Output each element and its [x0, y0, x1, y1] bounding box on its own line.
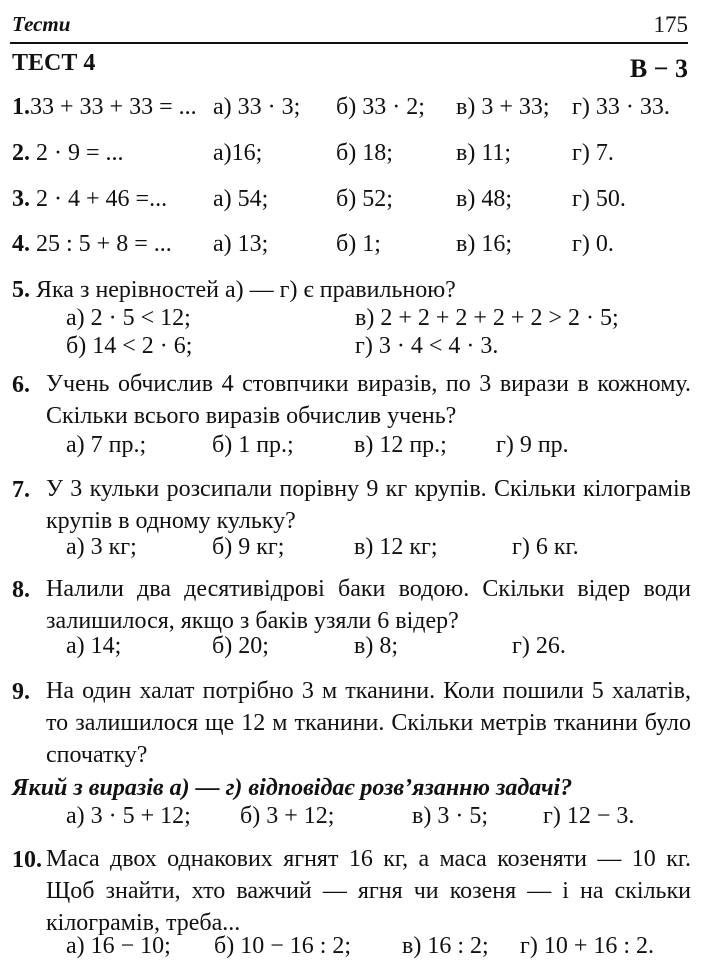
question-2-option-a[interactable]: а)16;: [213, 140, 263, 166]
question-2-option-b[interactable]: б) 18;: [336, 140, 393, 166]
question-9-number: 9.: [12, 679, 30, 705]
question-10-option-g[interactable]: г) 10 + 16 : 2.: [520, 933, 655, 959]
page-number: 175: [653, 12, 688, 37]
question-6-text: Учень обчислив 4 стовпчики виразів, по 3 вирази в кожному. Скільки всього виразів обчислив учень?: [46, 371, 691, 429]
question-1-option-b[interactable]: б) 33 · 2;: [336, 94, 425, 120]
question-5-number: 5.: [12, 277, 30, 303]
question-8-text: Налили два десятивідрові баки водою. Скільки відер води залишилося, якщо з баків узяли 6 відер?: [46, 576, 691, 634]
question-5-text: Яка з нерівностей а) — г) є правильною?: [36, 277, 456, 303]
question-10-option-v[interactable]: в) 16 : 2;: [402, 933, 489, 959]
question-3-number: 3.: [12, 186, 30, 212]
question-10-text: Маса двох однакових ягнят 16 кг, а маса козеняти — 10 кг. Щоб знайти, хто важчий — ягня чи козеня — і на скільки кілограмів, треба...: [46, 846, 691, 936]
question-4-option-v[interactable]: в) 16;: [456, 231, 512, 257]
question-4-stem: [12, 232, 172, 256]
question-5-option-v[interactable]: в) 2 + 2 + 2 + 2 + 2 > 2 · 5;: [355, 305, 619, 331]
question-2-expression: 2 · 9 = ...: [36, 140, 124, 166]
question-6-option-v[interactable]: в) 12 пр.;: [354, 432, 447, 458]
question-10-number: 10.: [12, 847, 42, 873]
question-6-option-a[interactable]: а) 7 пр.;: [66, 432, 147, 458]
question-5-option-b[interactable]: б) 14 < 2 · 6;: [66, 333, 193, 359]
question-5-stem: [12, 278, 456, 302]
question-3-option-g[interactable]: г) 50.: [572, 186, 626, 212]
question-3-expression: 2 · 4 + 46 =...: [36, 186, 168, 212]
question-4-expression: 25 : 5 + 8 = ...: [36, 231, 172, 257]
question-2-number: 2.: [12, 140, 30, 166]
question-1-expression: 33 + 33 + 33 = ...: [30, 94, 197, 120]
question-8-option-a[interactable]: а) 14;: [66, 633, 122, 659]
question-7-option-b[interactable]: б) 9 кг;: [212, 534, 285, 560]
question-6-option-b[interactable]: б) 1 пр.;: [212, 432, 294, 458]
page-header: [10, 12, 688, 44]
question-3-stem: [12, 187, 167, 211]
question-1-option-v[interactable]: в) 3 + 33;: [456, 94, 550, 120]
question-1-number: 1.: [12, 94, 30, 120]
question-3-option-b[interactable]: б) 52;: [336, 186, 393, 212]
question-10-option-b[interactable]: б) 10 − 16 : 2;: [214, 933, 352, 959]
question-7-text: У 3 кульки розсипали порівну 9 кг крупів. Скільки кілограмів крупів в одному кульку?: [46, 476, 691, 534]
question-6-option-g[interactable]: г) 9 пр.: [496, 432, 569, 458]
question-7-option-a[interactable]: а) 3 кг;: [66, 534, 137, 560]
question-5-option-g[interactable]: г) 3 · 4 < 4 · 3.: [355, 333, 499, 359]
question-9-text: На один халат потрібно 3 м тканини. Коли пошили 5 халатів, то залишилося ще 12 м тканини. Скільки метрів тканини було спочатку?: [46, 678, 691, 768]
question-10-option-a[interactable]: а) 16 − 10;: [66, 933, 171, 959]
question-9-option-b[interactable]: б) 3 + 12;: [240, 803, 335, 829]
question-1-option-g[interactable]: г) 33 · 33.: [572, 94, 670, 120]
question-7-number: 7.: [12, 477, 30, 503]
section-title: Тести: [12, 12, 71, 36]
question-4-number: 4.: [12, 231, 30, 257]
question-3-option-a[interactable]: а) 54;: [213, 186, 269, 212]
test-variant: В − 3: [629, 54, 688, 83]
test-title: ТЕСТ 4: [12, 50, 96, 76]
question-4-option-g[interactable]: г) 0.: [572, 231, 614, 257]
question-8-option-g[interactable]: г) 26.: [512, 633, 566, 659]
question-2-option-g[interactable]: г) 7.: [572, 140, 614, 166]
question-1-option-a[interactable]: а) 33 · 3;: [213, 94, 301, 120]
question-4-option-b[interactable]: б) 1;: [336, 231, 381, 257]
question-9-option-v[interactable]: в) 3 · 5;: [412, 803, 488, 829]
question-2-option-v[interactable]: в) 11;: [456, 140, 512, 166]
question-7-option-g[interactable]: г) 6 кг.: [512, 534, 579, 560]
question-7-option-v[interactable]: в) 12 кг;: [354, 534, 438, 560]
question-9-option-a[interactable]: а) 3 · 5 + 12;: [66, 803, 191, 829]
question-8-option-b[interactable]: б) 20;: [212, 633, 269, 659]
question-9-option-g[interactable]: г) 12 − 3.: [543, 803, 635, 829]
question-8-option-v[interactable]: в) 8;: [354, 633, 398, 659]
question-8-number: 8.: [12, 577, 30, 603]
question-9-prompt: Який з виразів а) — г) відповідає розв’язанню задачі?: [12, 775, 573, 801]
question-2-stem: [12, 141, 124, 165]
question-3-option-v[interactable]: в) 48;: [456, 186, 512, 212]
question-1-stem: [12, 95, 197, 119]
question-4-option-a[interactable]: а) 13;: [213, 231, 269, 257]
question-6-number: 6.: [12, 372, 30, 398]
question-5-option-a[interactable]: а) 2 · 5 < 12;: [66, 305, 191, 331]
